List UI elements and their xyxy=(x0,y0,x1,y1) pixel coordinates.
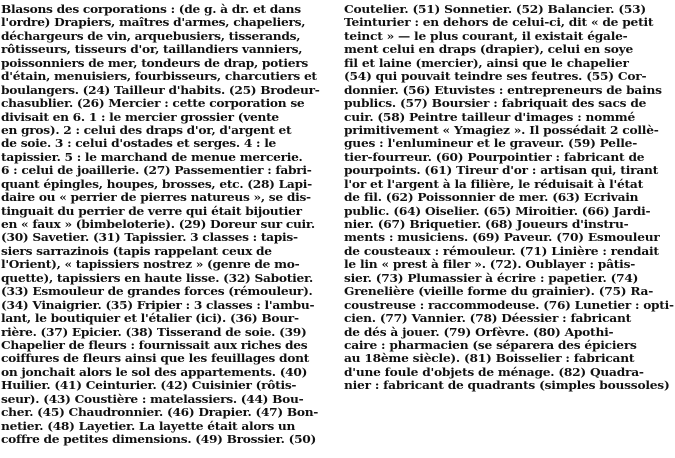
text-line: public. (64) Oiselier. (65) Miroitier. (66) Jardi- xyxy=(344,204,651,218)
text-line: seur). (43) Coustière : matelassiers. (44) Bou- xyxy=(1,392,304,406)
text-line: gues : l'enlumineur et le graveur. (59) Pelle- xyxy=(344,137,638,151)
text-line: Coutelier. (51) Sonnetier. (52) Balancier. (53) xyxy=(344,3,646,16)
text-line: nier : fabricant de quadrants (simples boussoles) xyxy=(344,379,670,393)
text-line: lant, le boutiquier et l'étalier (ici). (36) Bour- xyxy=(1,312,299,326)
text-line: en gros). 2 : celui des draps d'or, d'argent et xyxy=(1,123,292,137)
text-line: au 18ème siècle). (81) Boisselier : fabricant xyxy=(344,352,635,366)
text-line: daire ou « perrier de pierres natureus », se dis- xyxy=(1,191,311,205)
text-line: tinguait du perrier de verre qui était bijoutier xyxy=(1,204,302,218)
text-line: (33) Esmouleur de grandes forces (rémouleur). xyxy=(1,285,313,299)
text-line: 6 : celui de joaillerie. (27) Passementier : fabri- xyxy=(1,164,312,178)
text-line: quant épingles, houpes, brosses, etc. (28) Lapi- xyxy=(1,177,312,191)
text-line: cuir. (58) Peintre tailleur d'images : nommé xyxy=(344,110,635,124)
text-line: pourpoints. (61) Tireur d'or : artisan qui, tirant xyxy=(344,164,659,178)
text-line: de dés à jouer. (79) Orfèvre. (80) Apothi- xyxy=(344,325,614,339)
text-line: tapissier. 5 : le marchand de menue mercerie. xyxy=(1,150,303,164)
text-line: rôtisseurs, tisseurs d'or, taillandiers vanniers, xyxy=(1,43,303,57)
text-line: ments : musiciens. (69) Paveur. (70) Esmouleur xyxy=(344,231,660,245)
text-line: de cousteaux : rémouleur. (71) Linière : rendait xyxy=(344,244,659,258)
text-line: (54) qui pouvait teindre ses feutres. (55) Cor- xyxy=(344,70,647,84)
right-text-column xyxy=(344,3,674,393)
text-line: sier. (73) Plumassier à écrire : papetier. (74) xyxy=(344,271,639,285)
text-line: rière. (37) Epicier. (38) Tisserand de soie. (39) xyxy=(1,325,307,339)
text-line: tier-fourreur. (60) Pourpointier : fabricant de xyxy=(344,150,645,164)
text-line: d'étain, menuisiers, fourbisseurs, charcutiers et xyxy=(1,70,317,84)
text-line: (30) Savetier. (31) Tapissier. 3 classes : tapis- xyxy=(1,231,298,245)
left-text-column xyxy=(1,3,337,446)
text-line: boulangers. (24) Tailleur d'habits. (25) Brodeur- xyxy=(1,83,320,97)
text-line: de fil. (62) Poissonnier de mer. (63) Ecrivain xyxy=(344,191,639,205)
text-line: l'or et l'argent à la filière, le réduisait à l'état xyxy=(344,177,644,191)
text-line: caire : pharmacien (se séparera des épiciers xyxy=(344,338,637,352)
text-line: Blasons des corporations : (de g. à dr. et dans xyxy=(1,3,301,16)
text-line: (34) Vinaigrier. (35) Fripier : 3 classes : l'ambu- xyxy=(1,298,315,312)
text-line: l'Orient), « tapissiers nostrez » (genre de mo- xyxy=(1,258,300,272)
text-line: Grenelière (vieille forme du grainier). (75) Ra- xyxy=(344,285,654,299)
text-line: divisait en 6. 1 : le mercier grossier (vente xyxy=(1,110,279,124)
text-line: poissonniers de mer, tondeurs de drap, potiers xyxy=(1,56,308,70)
text-line: publics. (57) Boursier : fabriquait des sacs de xyxy=(344,97,647,111)
text-line: le lin « prest à filer ». (72). Oublayer : pâtis- xyxy=(344,258,636,272)
text-line: Chapelier de fleurs : fournissait aux riches des xyxy=(1,338,308,352)
text-line: coffre de petites dimensions. (49) Brossier. (50) xyxy=(1,433,317,446)
text-line: quette), tapissiers en haute lisse. (32) Sabotier. xyxy=(1,271,313,285)
text-line: on jonchait alors le sol des appartements. (40) xyxy=(1,365,308,379)
text-line: siers sarrazinois (tapis rappelant ceux de xyxy=(1,244,272,258)
text-line: nier. (67) Briquetier. (68) Joueurs d'instru- xyxy=(344,218,629,231)
text-line: coiffures de fleurs ainsi que les feuillages dont xyxy=(1,352,310,366)
text-line: l'ordre) Drapiers, maîtres d'armes, chapeliers, xyxy=(1,16,306,30)
text-line: en « faux » (bimbeloterie). (29) Doreur sur cuir. xyxy=(1,218,315,231)
text-line: donnier. (56) Etuvistes : entrepreneurs de bains xyxy=(344,83,662,97)
text-line: teinct » — le plus courant, il existait égale- xyxy=(344,29,628,43)
text-line: chasublier. (26) Mercier : cette corporation se xyxy=(1,97,305,111)
text-line: déchargeurs de vin, arquebusiers, tisserands, xyxy=(1,29,301,43)
text-line: Huilier. (41) Ceinturier. (42) Cuisinier (rôtis- xyxy=(1,379,297,393)
text-line: coustreuse : raccommodeuse. (76) Lunetier : opti- xyxy=(344,298,674,312)
text-line: primitivement « Ymagiez ». Il possédait 2 collè- xyxy=(344,123,659,137)
text-line: Teinturier : en dehors de celui-ci, dit « de petit xyxy=(344,16,654,30)
text-line: ment celui en draps (drapier), celui en soye xyxy=(344,43,634,57)
text-line: fil et laine (mercier), ainsi que le chapelier xyxy=(344,56,629,70)
text-line: cher. (45) Chaudronnier. (46) Drapier. (47) Bon- xyxy=(1,406,319,420)
text-line: cien. (77) Vannier. (78) Déessier : fabricant xyxy=(344,312,632,326)
text-line: d'une foule d'objets de ménage. (82) Quadra- xyxy=(344,365,644,379)
text-line: de soie. 3 : celui d'ostades et serges. 4 : le xyxy=(1,137,277,151)
text-line: netier. (48) Layetier. La layette était alors un xyxy=(1,419,296,433)
